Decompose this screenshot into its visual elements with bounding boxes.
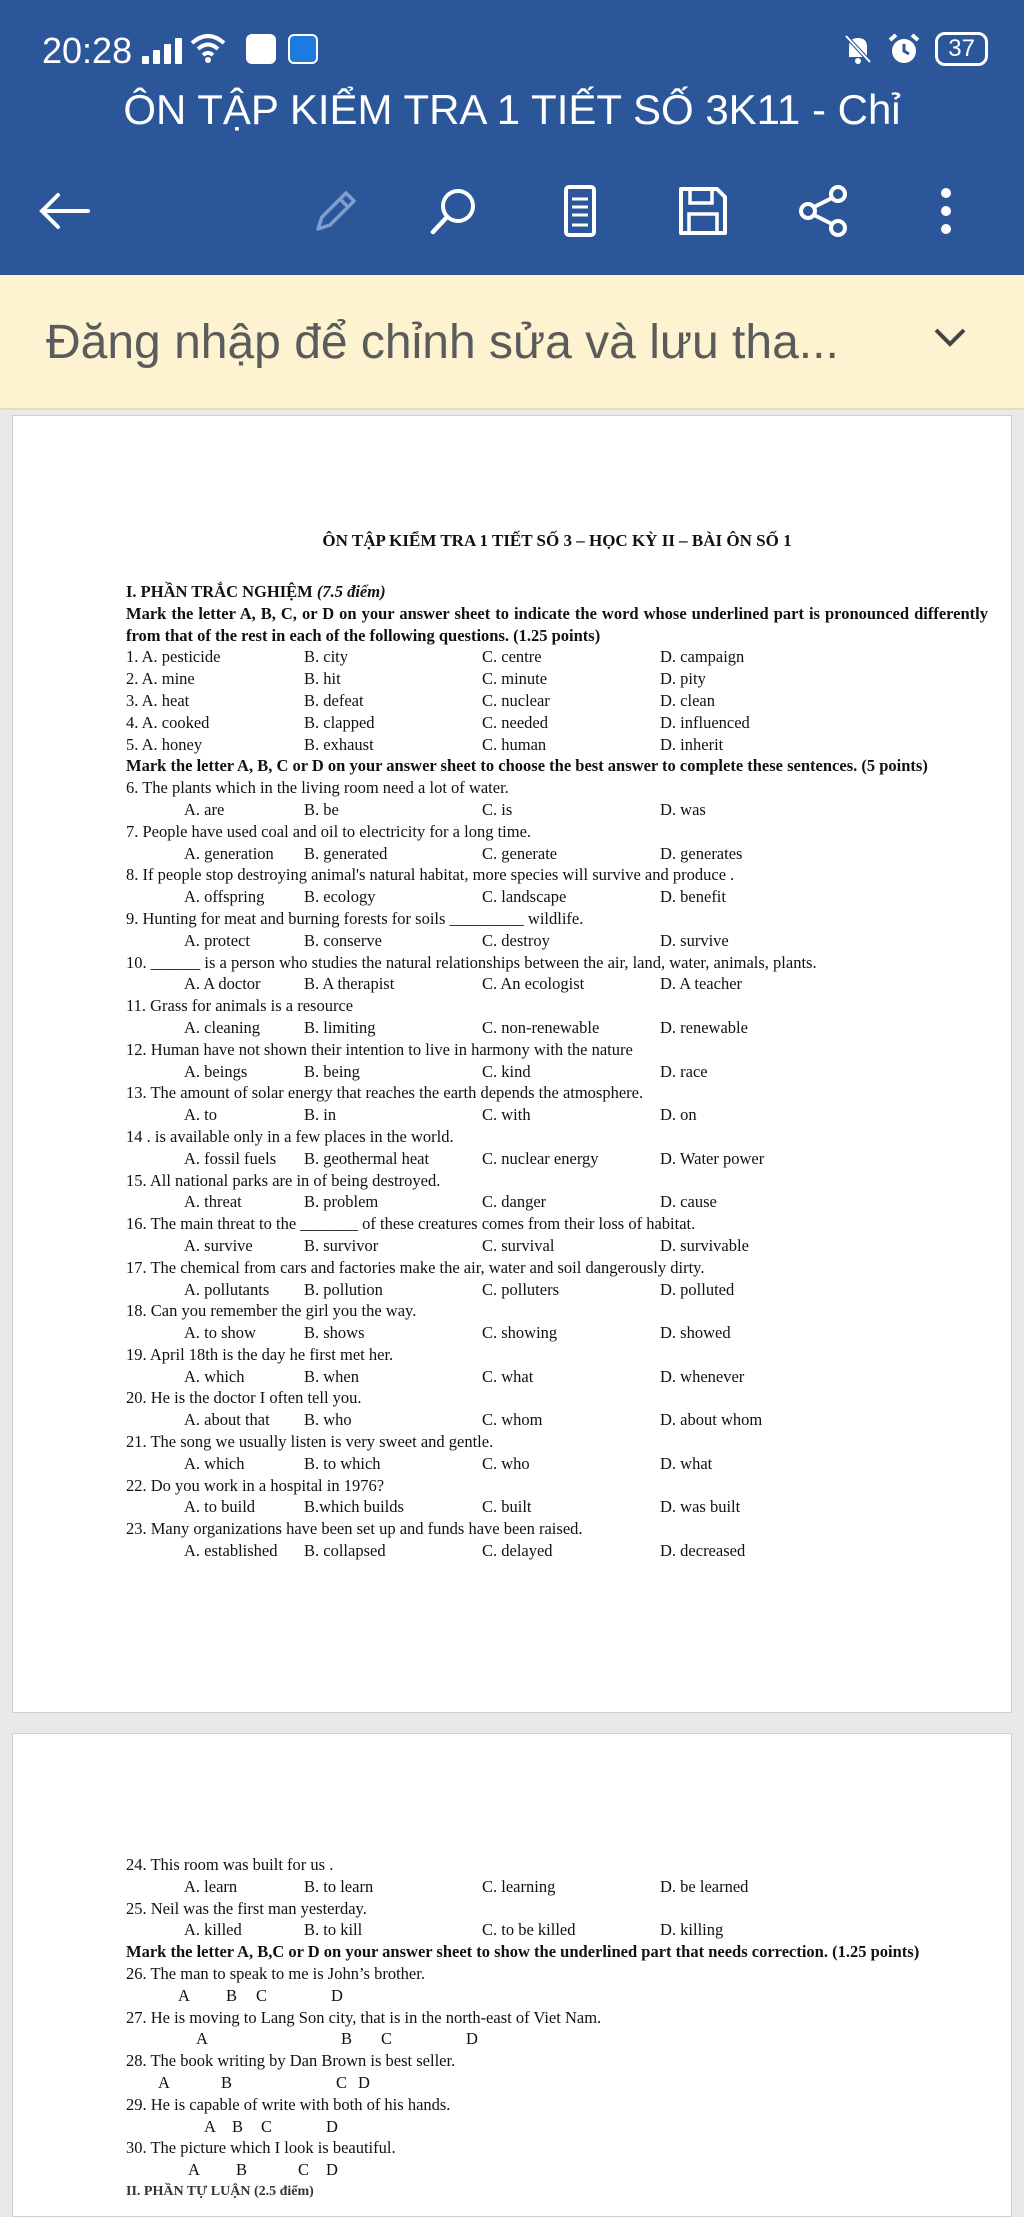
answer-option: B. to learn [304, 1876, 374, 1896]
answer-option: D. renewable [660, 1017, 748, 1037]
answer-option: D. was built [660, 1497, 741, 1517]
answer-options [126, 646, 988, 668]
answer-option: D. be learned [660, 1876, 749, 1896]
answer-options [126, 1919, 988, 1941]
answer-option: C. built [482, 1497, 532, 1517]
answer-option: C. centre [482, 647, 542, 667]
answer-option: A. about that [184, 1410, 270, 1430]
question-text: 29. He is capable of write with both of his hands. [126, 2094, 451, 2114]
answer-option: C. whom [482, 1410, 543, 1430]
answer-option: C. destroy [482, 930, 550, 950]
question-text: 14 . is available only in a few places in the world. [126, 1126, 454, 1146]
pencil-icon[interactable] [300, 175, 372, 247]
answer-option: B. who [304, 1410, 352, 1430]
document-page-1 [12, 415, 1012, 1713]
question-text: 11. Grass for animals is a resource [126, 996, 354, 1016]
answer-options [126, 734, 988, 756]
answer-option: D. cause [660, 1192, 717, 1212]
answer-options [126, 1235, 988, 1257]
answer-option: A. killed [184, 1920, 242, 1940]
answer-option: D. A teacher [660, 974, 743, 994]
answer-option: B. ecology [304, 887, 376, 907]
answer-option: D. decreased [660, 1541, 746, 1561]
answer-option: D. benefit [660, 887, 726, 907]
pronunciation-questions [126, 646, 988, 755]
answer-options [126, 690, 988, 712]
answer-option: B. exhaust [304, 734, 374, 754]
answer-option: A. established [184, 1541, 278, 1561]
question-text: 13. The amount of solar energy that reaches the earth depends the atmosphere. [126, 1083, 644, 1103]
question-text: 24. This room was built for us . [126, 1855, 334, 1874]
answer-option: A. offspring [184, 887, 265, 907]
answer-letters [126, 2072, 988, 2094]
answer-option: B. hit [304, 669, 341, 689]
answer-letter: C [298, 2160, 310, 2180]
document-title: ÔN TẬP KIỂM TRA 1 TIẾT SỐ 3K11 - Chỉ [123, 86, 901, 133]
answer-option: B. city [304, 647, 348, 667]
search-icon[interactable] [418, 175, 490, 247]
instruction-complete: Mark the letter A, B, C or D on your answer sheet to choose the best answer to complete these sentences. (5 points) [126, 756, 928, 776]
wifi-icon [190, 32, 226, 64]
answer-option: 1. A. pesticide [126, 647, 221, 667]
answer-letter: A [178, 1985, 190, 2005]
sign-in-banner[interactable] [0, 275, 1024, 410]
answer-options [126, 1322, 988, 1344]
answer-option: 3. A. heat [126, 690, 190, 710]
save-icon[interactable] [667, 175, 739, 247]
answer-option: D. generates [660, 843, 743, 863]
notification-app-icon [246, 34, 276, 64]
answer-letters [126, 1985, 988, 2007]
instruction-correction: Mark the letter A, B,C or D on your answer sheet to show the underlined part that needs correction. (1.25 points) [126, 1942, 920, 1962]
answer-option: B. conserve [304, 930, 382, 950]
answer-option: C. showing [482, 1323, 558, 1343]
answer-option: C. nuclear energy [482, 1148, 599, 1168]
answer-option: A. fossil fuels [184, 1148, 277, 1168]
question-text: 15. All national parks are in of being destroyed. [126, 1170, 441, 1190]
zalo-icon [288, 34, 318, 64]
answer-letter: D [326, 2116, 338, 2136]
answer-option: B. when [304, 1366, 359, 1386]
answer-option: D. on [660, 1105, 697, 1125]
answer-letter: B [226, 1985, 238, 2005]
answer-option: D. killing [660, 1920, 724, 1940]
answer-option: C. survival [482, 1235, 555, 1255]
answer-options [126, 930, 988, 952]
answer-option: B. to which [304, 1453, 381, 1473]
error-identification-questions [126, 1963, 988, 2181]
answer-option: B. collapsed [304, 1541, 386, 1561]
toolbar [0, 175, 1024, 247]
answer-option: B. geothermal heat [304, 1148, 430, 1168]
answer-option: B. shows [304, 1323, 365, 1343]
answer-option: C. polluters [482, 1279, 559, 1299]
answer-letter: D [466, 2029, 478, 2049]
answer-option: A. protect [184, 930, 250, 950]
answer-option: C. non-renewable [482, 1017, 600, 1037]
answer-option: C. An ecologist [482, 974, 585, 994]
answer-option: 2. A. mine [126, 669, 195, 689]
answer-option: A. cleaning [184, 1017, 261, 1037]
answer-options [126, 1453, 988, 1475]
answer-letters [126, 2028, 988, 2050]
answer-option: B. problem [304, 1192, 379, 1212]
instruction-pronunciation: Mark the letter A, B, C, or D on your answer sheet to indicate the word whose underlined part is pronounced differently from that of the rest in each of the following questions. (1.25 points) [126, 603, 988, 645]
answer-options [126, 1409, 988, 1431]
section-heading: I. PHẦN TRẮC NGHIỆM (7.5 điểm) [126, 582, 386, 601]
alarm-icon [887, 32, 921, 66]
answer-option: B. being [304, 1061, 360, 1081]
answer-option: B. to kill [304, 1920, 363, 1940]
answer-option: C. danger [482, 1192, 547, 1212]
answer-options [126, 799, 988, 821]
answer-options [126, 1540, 988, 1562]
answer-option: A. beings [184, 1061, 248, 1081]
more-icon[interactable] [910, 175, 982, 247]
status-bar [0, 0, 1024, 100]
answer-option: C. who [482, 1453, 530, 1473]
answer-option: B. A therapist [304, 974, 395, 994]
share-icon[interactable] [787, 175, 859, 247]
answer-option: A. to [184, 1105, 217, 1125]
question-text: 8. If people stop destroying animal's natural habitat, more species will survive and produce . [126, 865, 735, 885]
signal-icon [142, 38, 182, 64]
section-heading-2: II. PHẦN TỰ LUẬN (2.5 điểm) [126, 2183, 314, 2199]
answer-option: D. what [660, 1453, 713, 1473]
answer-option: B.which builds [304, 1497, 404, 1517]
answer-option: B. defeat [304, 690, 364, 710]
answer-option: A. are [184, 799, 225, 819]
answer-option: D. pity [660, 669, 706, 689]
answer-option: D. inherit [660, 734, 724, 754]
answer-option: C. kind [482, 1061, 531, 1081]
answer-option: C. to be killed [482, 1920, 576, 1940]
answer-option: A. A doctor [184, 974, 261, 994]
question-text: 17. The chemical from cars and factories make the air, water and soil dangerously dirty. [126, 1257, 705, 1277]
multiple-choice-questions-2 [126, 1854, 988, 1941]
answer-options [126, 668, 988, 690]
answer-options [126, 1366, 988, 1388]
chevron-down-icon[interactable] [932, 325, 968, 349]
answer-option: D. polluted [660, 1279, 735, 1299]
question-text: 23. Many organizations have been set up and funds have been raised. [126, 1519, 583, 1539]
answer-option: B. be [304, 799, 339, 819]
answer-letter: D [331, 1985, 343, 2005]
answer-options [126, 1104, 988, 1126]
question-text: 22. Do you work in a hospital in 1976? [126, 1475, 385, 1495]
back-arrow-icon[interactable] [28, 175, 100, 247]
answer-letter: C [381, 2029, 393, 2049]
mute-bell-icon [843, 33, 873, 65]
answer-letter: B [341, 2029, 353, 2049]
question-text: 28. The book writing by Dan Brown is best seller. [126, 2051, 456, 2071]
answer-letter: B [232, 2116, 244, 2136]
banner-text: Đăng nhập để chỉnh sửa và lưu tha... [46, 316, 839, 369]
answer-option: D. race [660, 1061, 708, 1081]
question-text: 9. Hunting for meat and burning forests for soils _________ wildlife. [126, 908, 584, 928]
answer-letter: B [221, 2072, 233, 2092]
answer-option: D. showed [660, 1323, 731, 1343]
question-text: 30. The picture which I look is beautiful. [126, 2138, 396, 2158]
answer-option: B. pollution [304, 1279, 383, 1299]
document-heading: ÔN TẬP KIỂM TRA 1 TIẾT SỐ 3 – HỌC KỲ II – BÀI ÔN SỐ 1 [322, 531, 792, 550]
answer-options [126, 1017, 988, 1039]
answer-option: D. was [660, 799, 706, 819]
answer-option: A. pollutants [184, 1279, 270, 1299]
answer-options [126, 1876, 988, 1898]
answer-option: A. which [184, 1366, 245, 1386]
answer-option: D. whenever [660, 1366, 745, 1386]
answer-option: B. generated [304, 843, 388, 863]
app-header [0, 0, 1024, 275]
answer-option: C. landscape [482, 887, 567, 907]
answer-option: A. generation [184, 843, 274, 863]
answer-option: A. which [184, 1453, 245, 1473]
question-text: 20. He is the doctor I often tell you. [126, 1388, 362, 1408]
answer-options [126, 886, 988, 908]
reading-view-icon[interactable] [544, 175, 616, 247]
question-text: 27. He is moving to Lang Son city, that is in the north-east of Viet Nam. [126, 2007, 602, 2027]
answer-option: A. learn [184, 1876, 238, 1896]
answer-letter: D [358, 2072, 370, 2092]
answer-option: D. influenced [660, 712, 750, 732]
answer-option: C. with [482, 1105, 531, 1125]
answer-letter: B [236, 2160, 248, 2180]
answer-options [126, 843, 988, 865]
answer-option: C. is [482, 799, 513, 819]
answer-option: C. minute [482, 669, 548, 689]
question-text: 26. The man to speak to me is John’s brother. [126, 1963, 425, 1983]
answer-option: C. learning [482, 1876, 556, 1896]
answer-option: A. to show [184, 1323, 256, 1343]
answer-option: D. survive [660, 930, 729, 950]
question-text: 25. Neil was the first man yesterday. [126, 1898, 367, 1918]
answer-letter: A [196, 2029, 208, 2049]
answer-option: D. about whom [660, 1410, 763, 1430]
answer-options [126, 1148, 988, 1170]
answer-option: D. campaign [660, 647, 745, 667]
answer-option: A. threat [184, 1192, 242, 1212]
answer-options [126, 1496, 988, 1518]
answer-letters [126, 2116, 988, 2138]
answer-letter: C [261, 2116, 273, 2136]
question-text: 19. April 18th is the day he first met her. [126, 1344, 394, 1364]
question-text: 10. ______ is a person who studies the natural relationships between the air, land, water, animals, plants. [126, 952, 817, 972]
answer-option: B. in [304, 1105, 337, 1125]
answer-options [126, 712, 988, 734]
answer-letter: A [204, 2116, 216, 2136]
answer-option: D. survivable [660, 1235, 749, 1255]
answer-option: D. Water power [660, 1148, 765, 1168]
answer-option: C. what [482, 1366, 534, 1386]
answer-option: A. to build [184, 1497, 256, 1517]
question-text: 21. The song we usually listen is very sweet and gentle. [126, 1432, 494, 1452]
multiple-choice-questions [126, 777, 988, 1562]
answer-option: C. nuclear [482, 690, 550, 710]
answer-options [126, 1279, 988, 1301]
answer-option: C. delayed [482, 1541, 553, 1561]
question-text: 18. Can you remember the girl you the way. [126, 1301, 417, 1321]
answer-option: C. human [482, 734, 547, 754]
answer-letters [126, 2159, 988, 2181]
question-text: 16. The main threat to the _______ of these creatures comes from their loss of habitat. [126, 1214, 696, 1234]
answer-options [126, 1061, 988, 1083]
answer-option: C. generate [482, 843, 558, 863]
answer-option: 4. A. cooked [126, 712, 210, 732]
answer-option: B. survivor [304, 1235, 379, 1255]
answer-option: B. limiting [304, 1017, 376, 1037]
answer-letter: A [158, 2072, 170, 2092]
question-text: 6. The plants which in the living room need a lot of water. [126, 778, 509, 798]
question-text: 12. Human have not shown their intention to live in harmony with the nature [126, 1039, 633, 1059]
answer-options [126, 973, 988, 995]
answer-options [126, 1191, 988, 1213]
answer-option: D. clean [660, 690, 715, 710]
answer-letter: C [336, 2072, 348, 2092]
answer-letter: C [256, 1985, 268, 2005]
answer-letter: A [188, 2160, 200, 2180]
answer-option: C. needed [482, 712, 548, 732]
answer-letter: D [326, 2160, 338, 2180]
answer-option: A. survive [184, 1235, 253, 1255]
battery-indicator: 37 [935, 32, 988, 66]
document-page-2 [12, 1733, 1012, 2217]
answer-option: 5. A. honey [126, 734, 203, 754]
section-points: (7.5 điểm) [316, 582, 386, 601]
status-time: 20:28 [42, 30, 133, 71]
question-text: 7. People have used coal and oil to electricity for a long time. [126, 821, 532, 841]
answer-option: B. clapped [304, 712, 375, 732]
